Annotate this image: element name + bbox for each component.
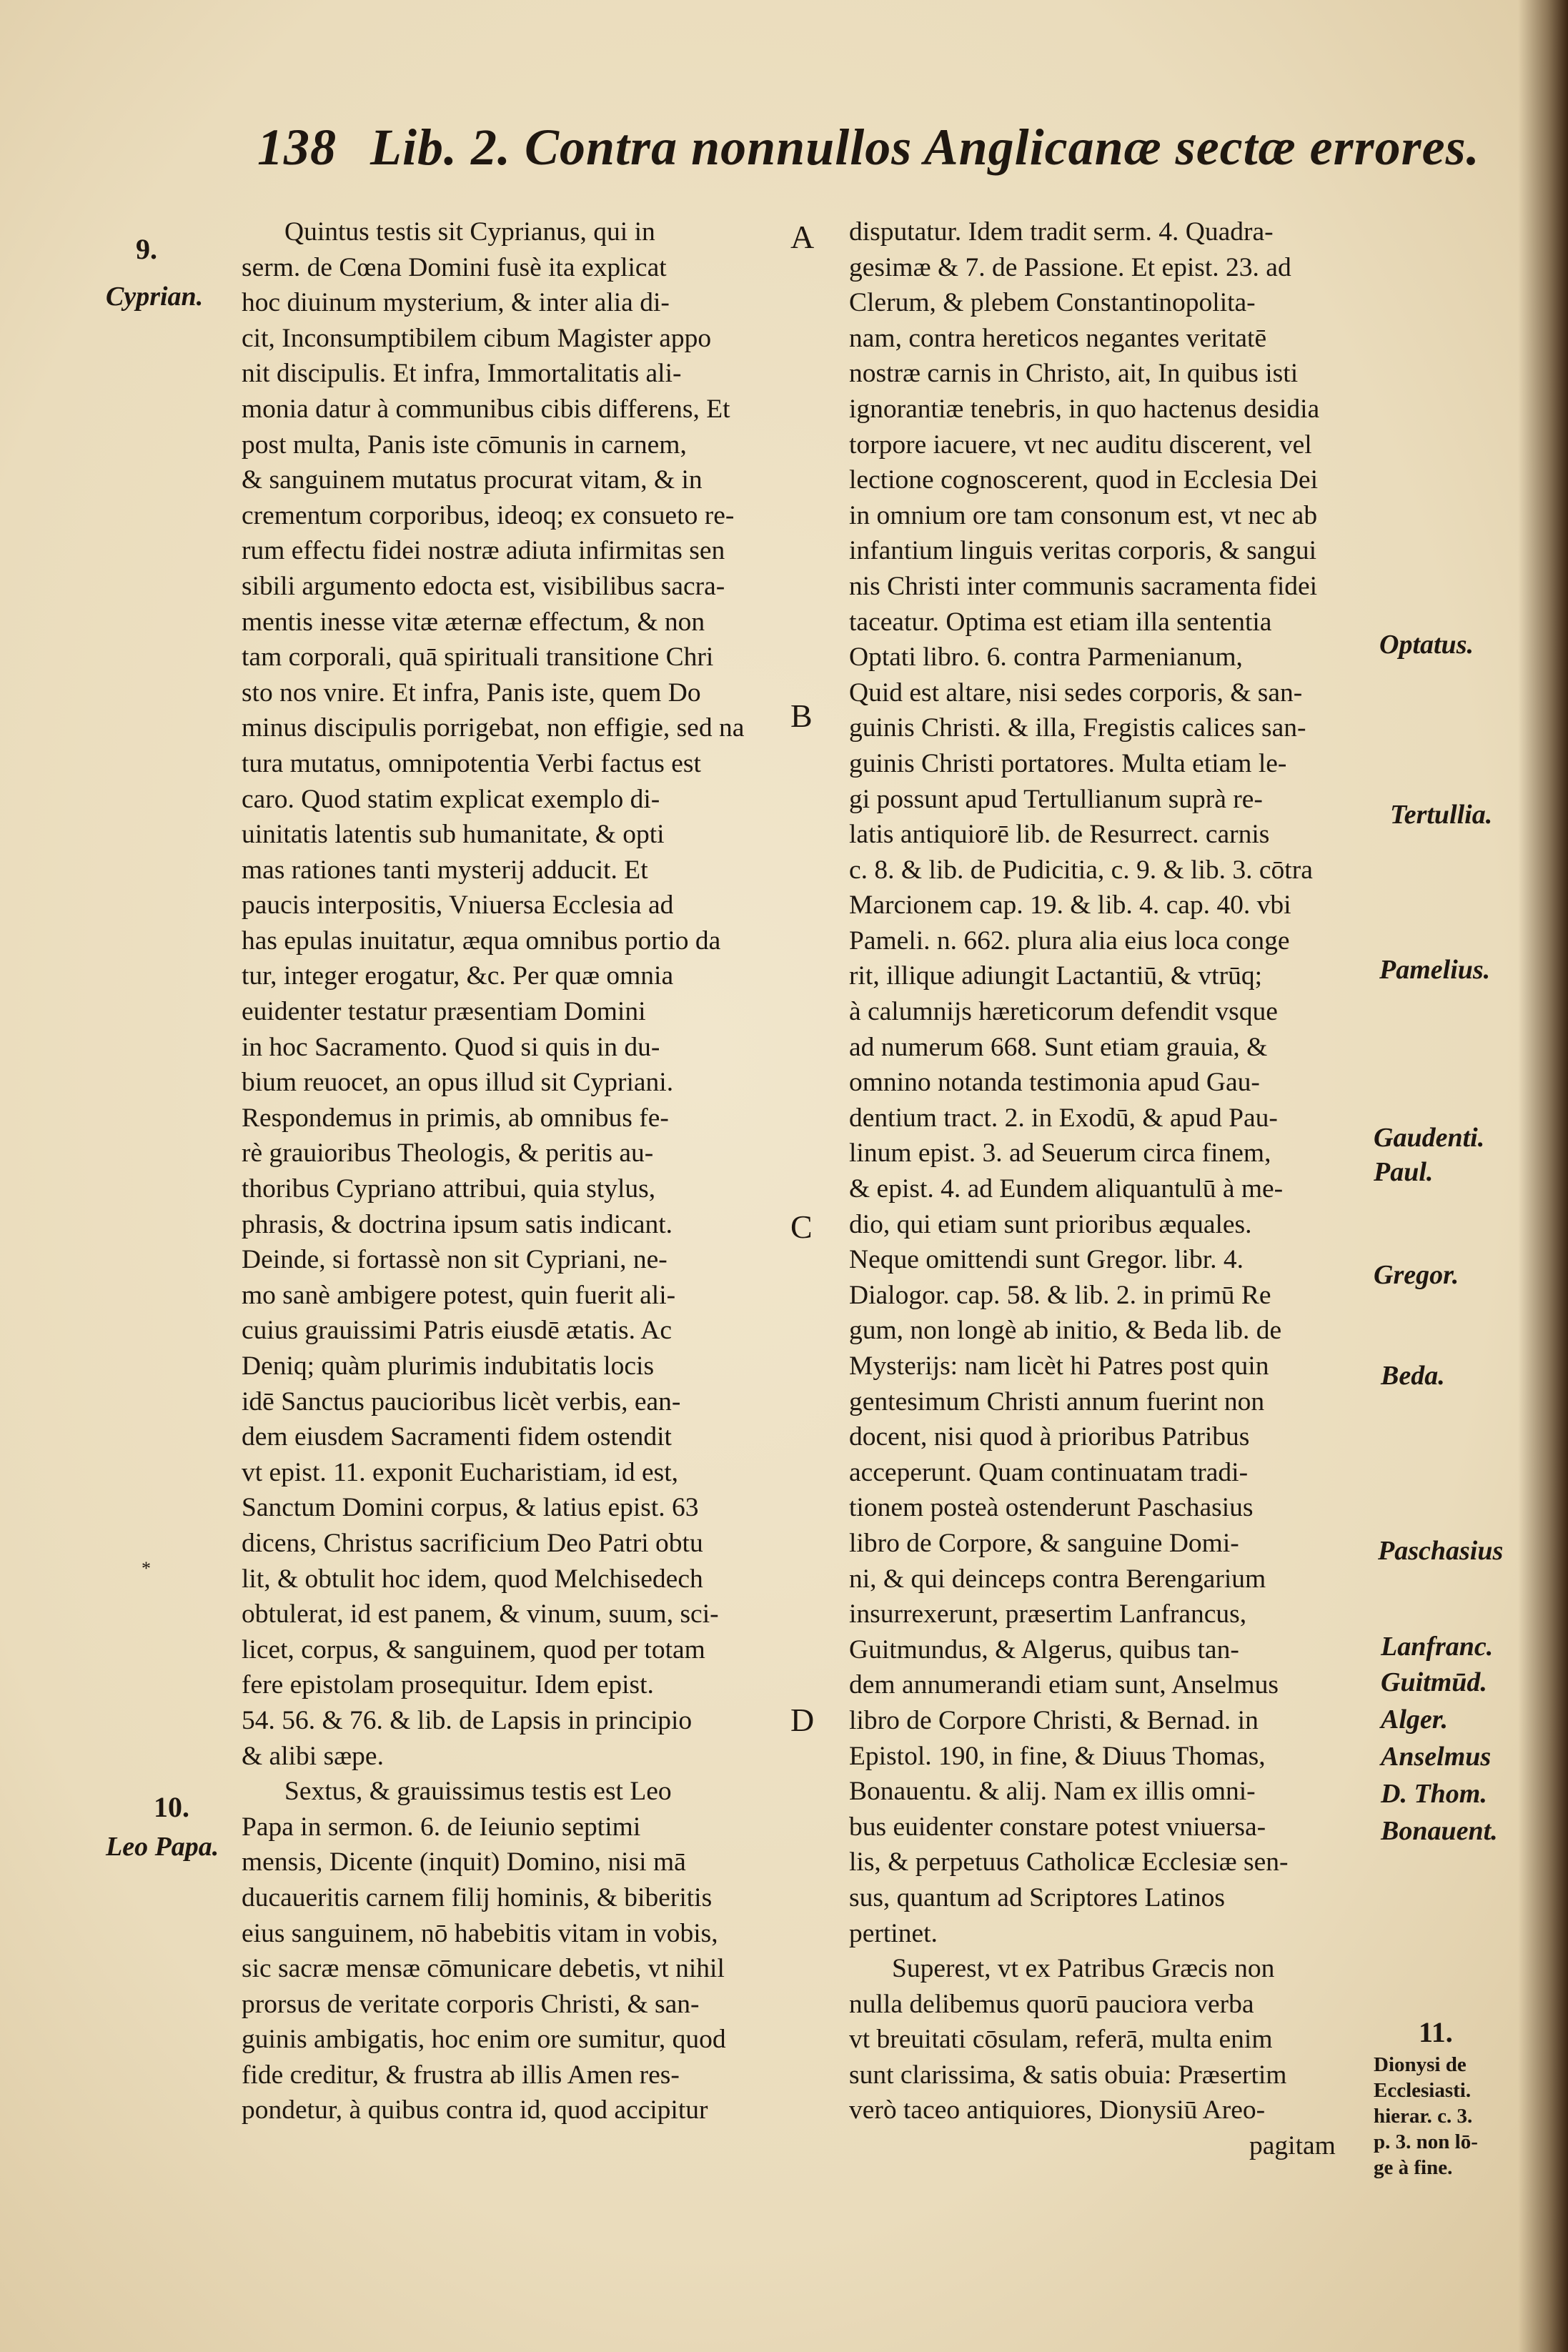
text-line: in hoc Sacramento. Quod si quis in du-: [242, 1032, 660, 1062]
margin-note-d-thom: D. Thom.: [1381, 1779, 1487, 1809]
text-line: taceatur. Optima est etiam illa sententia: [849, 607, 1272, 637]
text-line: Papa in sermon. 6. de Ieiunio septimi: [242, 1812, 641, 1842]
margin-number-10: 10.: [154, 1791, 189, 1823]
text-line: licet, corpus, & sanguinem, quod per totam: [242, 1634, 705, 1664]
margin-asterisk: *: [142, 1558, 151, 1579]
text-line: nulla delibemus quorū pauciora verba: [849, 1989, 1254, 2019]
text-line: tura mutatus, omnipotentia Verbi factus est: [242, 748, 701, 778]
margin-note-dionys-line1: Dionysi de: [1374, 2053, 1467, 2076]
text-line: Neque omittendi sunt Gregor. libr. 4.: [849, 1245, 1244, 1275]
text-line: thoribus Cypriano attribui, quia stylus,: [242, 1174, 656, 1204]
text-line: nam, contra hereticos negantes veritatē: [849, 323, 1267, 353]
text-line: guinis ambigatis, hoc enim ore sumitur, quod: [242, 2025, 726, 2055]
text-line: post multa, Panis iste cōmunis in carnem,: [242, 430, 687, 460]
text-line: nis Christi inter communis sacramenta fidei: [849, 571, 1318, 601]
text-line: mo sanè ambigere potest, quin fuerit ali-: [242, 1280, 676, 1310]
margin-note-cyprian: Cyprian.: [106, 282, 204, 312]
text-line: dio, qui etiam sunt prioribus æquales.: [849, 1209, 1252, 1239]
margin-note-tertullia: Tertullia.: [1390, 800, 1493, 830]
text-line: cuius grauissimi Patris eiusdē ætatis. Ac: [242, 1316, 673, 1346]
text-line: pondetur, à quibus contra id, quod accipitur: [242, 2095, 708, 2125]
text-line: dicens, Christus sacrificium Deo Patri obtu: [242, 1528, 703, 1558]
text-line: sibili argumento edocta est, visibilibus sacra-: [242, 571, 725, 601]
text-line: omnino notanda testimonia apud Gau-: [849, 1068, 1260, 1098]
text-line: 54. 56. & 76. & lib. de Lapsis in principio: [242, 1705, 693, 1735]
text-line: & epist. 4. ad Eundem aliquantulū à me-: [849, 1174, 1284, 1204]
section-letter-d: D: [790, 1702, 815, 1738]
text-line: latis antiquiorē lib. de Resurrect. carnis: [849, 820, 1270, 850]
text-line: guinis Christi portatores. Multa etiam le-: [849, 748, 1287, 778]
text-line: in omnium ore tam consonum est, vt nec ab: [849, 500, 1318, 530]
text-line: Superest, vt ex Patribus Græcis non: [892, 1954, 1275, 1984]
text-line: bium reuocet, an opus illud sit Cypriani.: [242, 1068, 674, 1098]
text-line: idē Sanctus paucioribus licèt verbis, ean-: [242, 1386, 681, 1416]
text-line: Sanctum Domini corpus, & latius epist. 63: [242, 1493, 699, 1523]
margin-note-guitmud: Guitmūd.: [1381, 1667, 1487, 1697]
text-line: ducaueritis carnem filij hominis, & biberitis: [242, 1882, 713, 1912]
text-line: Marcionem cap. 19. & lib. 4. cap. 40. vbi: [849, 890, 1291, 921]
text-line: disputatur. Idem tradit serm. 4. Quadra-: [849, 217, 1274, 247]
text-line: mentis inesse vitæ æternæ effectum, & non: [242, 607, 705, 637]
text-line: has epulas inuitatur, æqua omnibus portio da: [242, 926, 721, 956]
margin-note-optatus: Optatus.: [1379, 630, 1474, 660]
text-line: sus, quantum ad Scriptores Latinos: [849, 1882, 1225, 1912]
text-line: caro. Quod statim explicat exemplo di-: [242, 784, 660, 814]
margin-note-gregor: Gregor.: [1374, 1260, 1459, 1290]
margin-note-dionys-line5: ge à fine.: [1374, 2156, 1453, 2179]
text-line: fere epistolam prosequitur. Idem epist.: [242, 1670, 654, 1700]
margin-number-9: 9.: [136, 233, 157, 265]
text-line: pagitam: [1249, 2131, 1336, 2161]
text-line: Mysterijs: nam licèt hi Patres post quin: [849, 1351, 1269, 1381]
text-line: vt breuitati cōsulam, referā, multa enim: [849, 2025, 1273, 2055]
margin-note-alger: Alger.: [1381, 1705, 1448, 1735]
text-line: & alibi sæpe.: [242, 1741, 384, 1771]
text-line: sunt clarissima, & satis obuia: Præsertim: [849, 2060, 1287, 2090]
margin-note-bonauent: Bonauent.: [1381, 1816, 1498, 1846]
text-line: docent, nisi quod à prioribus Patribus: [849, 1422, 1250, 1452]
text-line: Pameli. n. 662. plura alia eius loca conge: [849, 926, 1290, 956]
text-line: dentium tract. 2. in Exodū, & apud Pau-: [849, 1103, 1278, 1133]
text-line: sto nos vnire. Et infra, Panis iste, quem Do: [242, 678, 701, 708]
text-line: nit discipulis. Et infra, Immortalitatis ali-: [242, 359, 682, 389]
text-line: monia datur à communibus cibis differens, Et: [242, 394, 730, 424]
text-line: dem eiusdem Sacramenti fidem ostendit: [242, 1422, 672, 1452]
text-line: bus euidenter constare potest vniuersa-: [849, 1812, 1266, 1842]
text-line: linum epist. 3. ad Seuerum circa finem,: [849, 1138, 1271, 1168]
text-line: paucis interpositis, Vniuersa Ecclesia ad: [242, 890, 674, 921]
text-line: à calumnijs hæreticorum defendit vsque: [849, 997, 1278, 1027]
text-line: minus discipulis porrigebat, non effigie, sed na: [242, 713, 745, 743]
text-line: Dialogor. cap. 58. & lib. 2. in primū Re: [849, 1280, 1271, 1310]
text-line: acceperunt. Quam continuatam tradi-: [849, 1457, 1249, 1487]
text-line: crementum corporibus, ideoq; ex consueto re-: [242, 500, 735, 530]
book-gutter-shadow: [1518, 0, 1568, 2352]
text-line: uinitatis latentis sub humanitate, & opti: [242, 820, 665, 850]
text-line: tionem posteà ostenderunt Paschasius: [849, 1493, 1254, 1523]
text-line: Clerum, & plebem Constantinopolita-: [849, 288, 1256, 318]
margin-note-beda: Beda.: [1381, 1361, 1445, 1391]
text-line: torpore iacuere, vt nec auditu discerent, vel: [849, 430, 1312, 460]
text-line: ad numerum 668. Sunt etiam grauia, &: [849, 1032, 1268, 1062]
margin-note-paul: Paul.: [1374, 1157, 1434, 1187]
text-line: verò taceo antiquiores, Dionysiū Areo-: [849, 2095, 1266, 2125]
text-line: gum, non longè ab initio, & Beda lib. de: [849, 1316, 1282, 1346]
text-line: Bonauentu. & alij. Nam ex illis omni-: [849, 1777, 1256, 1807]
text-line: serm. de Cœna Domini fusè ita explicat: [242, 252, 667, 282]
running-header: [257, 118, 1480, 197]
text-line: rum effectu fidei nostræ adiuta infirmitas sen: [242, 536, 725, 566]
text-line: c. 8. & lib. de Pudicitia, c. 9. & lib. 3. cōtra: [849, 855, 1313, 885]
text-line: eius sanguinem, nō habebitis vitam in vobis,: [242, 1918, 718, 1948]
text-line: lis, & perpetuus Catholicæ Ecclesiæ sen-: [849, 1847, 1289, 1877]
margin-note-paschasius: Paschasius: [1378, 1536, 1504, 1566]
text-line: nostræ carnis in Christo, ait, In quibus isti: [849, 359, 1299, 389]
text-line: lectione cognoscerent, quod in Ecclesia Dei: [849, 465, 1318, 495]
right-text-column: [849, 214, 1374, 2164]
text-line: mensis, Dicente (inquit) Domino, nisi mā: [242, 1847, 686, 1877]
text-line: sic sacræ mensæ cōmunicare debetis, vt nihil: [242, 1954, 725, 1984]
text-line: hoc diuinum mysterium, & inter alia di-: [242, 288, 670, 318]
text-line: infantium linguis veritas corporis, & sangui: [849, 536, 1317, 566]
margin-note-dionys-line4: p. 3. non lō-: [1374, 2130, 1478, 2153]
text-line: Optati libro. 6. contra Parmenianum,: [849, 642, 1243, 673]
text-line: vt epist. 11. exponit Eucharistiam, id est,: [242, 1457, 679, 1487]
text-line: ignorantiæ tenebris, in quo hactenus desidia: [849, 394, 1320, 424]
section-letter-b: B: [790, 698, 813, 734]
text-line: ni, & qui deinceps contra Berengarium: [849, 1564, 1266, 1594]
text-line: Sextus, & grauissimus testis est Leo: [284, 1777, 672, 1807]
text-line: gi possunt apud Tertullianum suprà re-: [849, 784, 1263, 814]
margin-number-11: 11.: [1419, 2016, 1453, 2048]
text-line: Deniq; quàm plurimis indubitatis locis: [242, 1351, 655, 1381]
text-line: libro de Corpore, & sanguine Domi-: [849, 1528, 1239, 1558]
text-line: Deinde, si fortassè non sit Cypriani, ne-: [242, 1245, 668, 1275]
text-line: Epistol. 190, in fine, & Diuus Thomas,: [849, 1741, 1266, 1771]
text-line: Guitmundus, & Algerus, quibus tan-: [849, 1634, 1239, 1664]
text-line: & sanguinem mutatus procurat vitam, & in: [242, 465, 703, 495]
text-line: cit, Inconsumptibilem cibum Magister appo: [242, 323, 712, 353]
margin-note-dionys-line3: hierar. c. 3.: [1374, 2105, 1473, 2128]
page-number: 138: [257, 119, 337, 176]
text-line: Respondemus in primis, ab omnibus fe-: [242, 1103, 669, 1133]
text-line: dem annumerandi etiam sunt, Anselmus: [849, 1670, 1279, 1700]
text-line: rit, illique adiungit Lactantiū, & vtrūq;: [849, 961, 1263, 991]
text-line: guinis Christi. & illa, Fregistis calices san-: [849, 713, 1306, 743]
text-line: Quintus testis sit Cyprianus, qui in: [284, 217, 655, 247]
margin-note-lanfranc: Lanfranc.: [1381, 1632, 1494, 1662]
text-line: libro de Corpore Christi, & Bernad. in: [849, 1705, 1259, 1735]
text-line: phrasis, & doctrina ipsum satis indicant.: [242, 1209, 673, 1239]
margin-note-dionys-line2: Ecclesiasti.: [1374, 2079, 1472, 2102]
text-line: tur, integer erogatur, &c. Per quæ omnia: [242, 961, 674, 991]
text-line: gesimæ & 7. de Passione. Et epist. 23. ad: [849, 252, 1291, 282]
text-line: lit, & obtulit hoc idem, quod Melchisedech: [242, 1564, 703, 1594]
margin-note-pamelius: Pamelius.: [1379, 955, 1491, 985]
text-line: euidenter testatur præsentiam Domini: [242, 997, 646, 1027]
text-line: mas rationes tanti mysterij adducit. Et: [242, 855, 648, 885]
text-line: gentesimum Christi annum fuerint non: [849, 1386, 1265, 1416]
text-line: fide creditur, & frustra ab illis Amen res-: [242, 2060, 680, 2090]
text-line: obtulerat, id est panem, & vinum, suum, sci-: [242, 1599, 719, 1629]
left-text-column: [242, 214, 770, 2128]
text-line: rè grauioribus Theologis, & peritis au-: [242, 1138, 654, 1168]
text-line: tam corporali, quā spirituali transitione Chri: [242, 642, 714, 673]
margin-note-anselmus: Anselmus: [1381, 1742, 1492, 1772]
text-line: pertinet.: [849, 1918, 938, 1948]
text-line: insurrexerunt, præsertim Lanfrancus,: [849, 1599, 1247, 1629]
running-title: Lib. 2. Contra nonnullos Anglicanæ sectæ errores.: [370, 119, 1480, 176]
section-letter-a: A: [790, 219, 815, 255]
text-line: prorsus de veritate corporis Christi, & san-: [242, 1989, 700, 2019]
text-line: Quid est altare, nisi sedes corporis, & san-: [849, 678, 1303, 708]
section-letter-c: C: [790, 1209, 813, 1245]
margin-note-gaudenti: Gaudenti.: [1374, 1123, 1485, 1153]
margin-note-leo-papa: Leo Papa.: [106, 1832, 219, 1862]
